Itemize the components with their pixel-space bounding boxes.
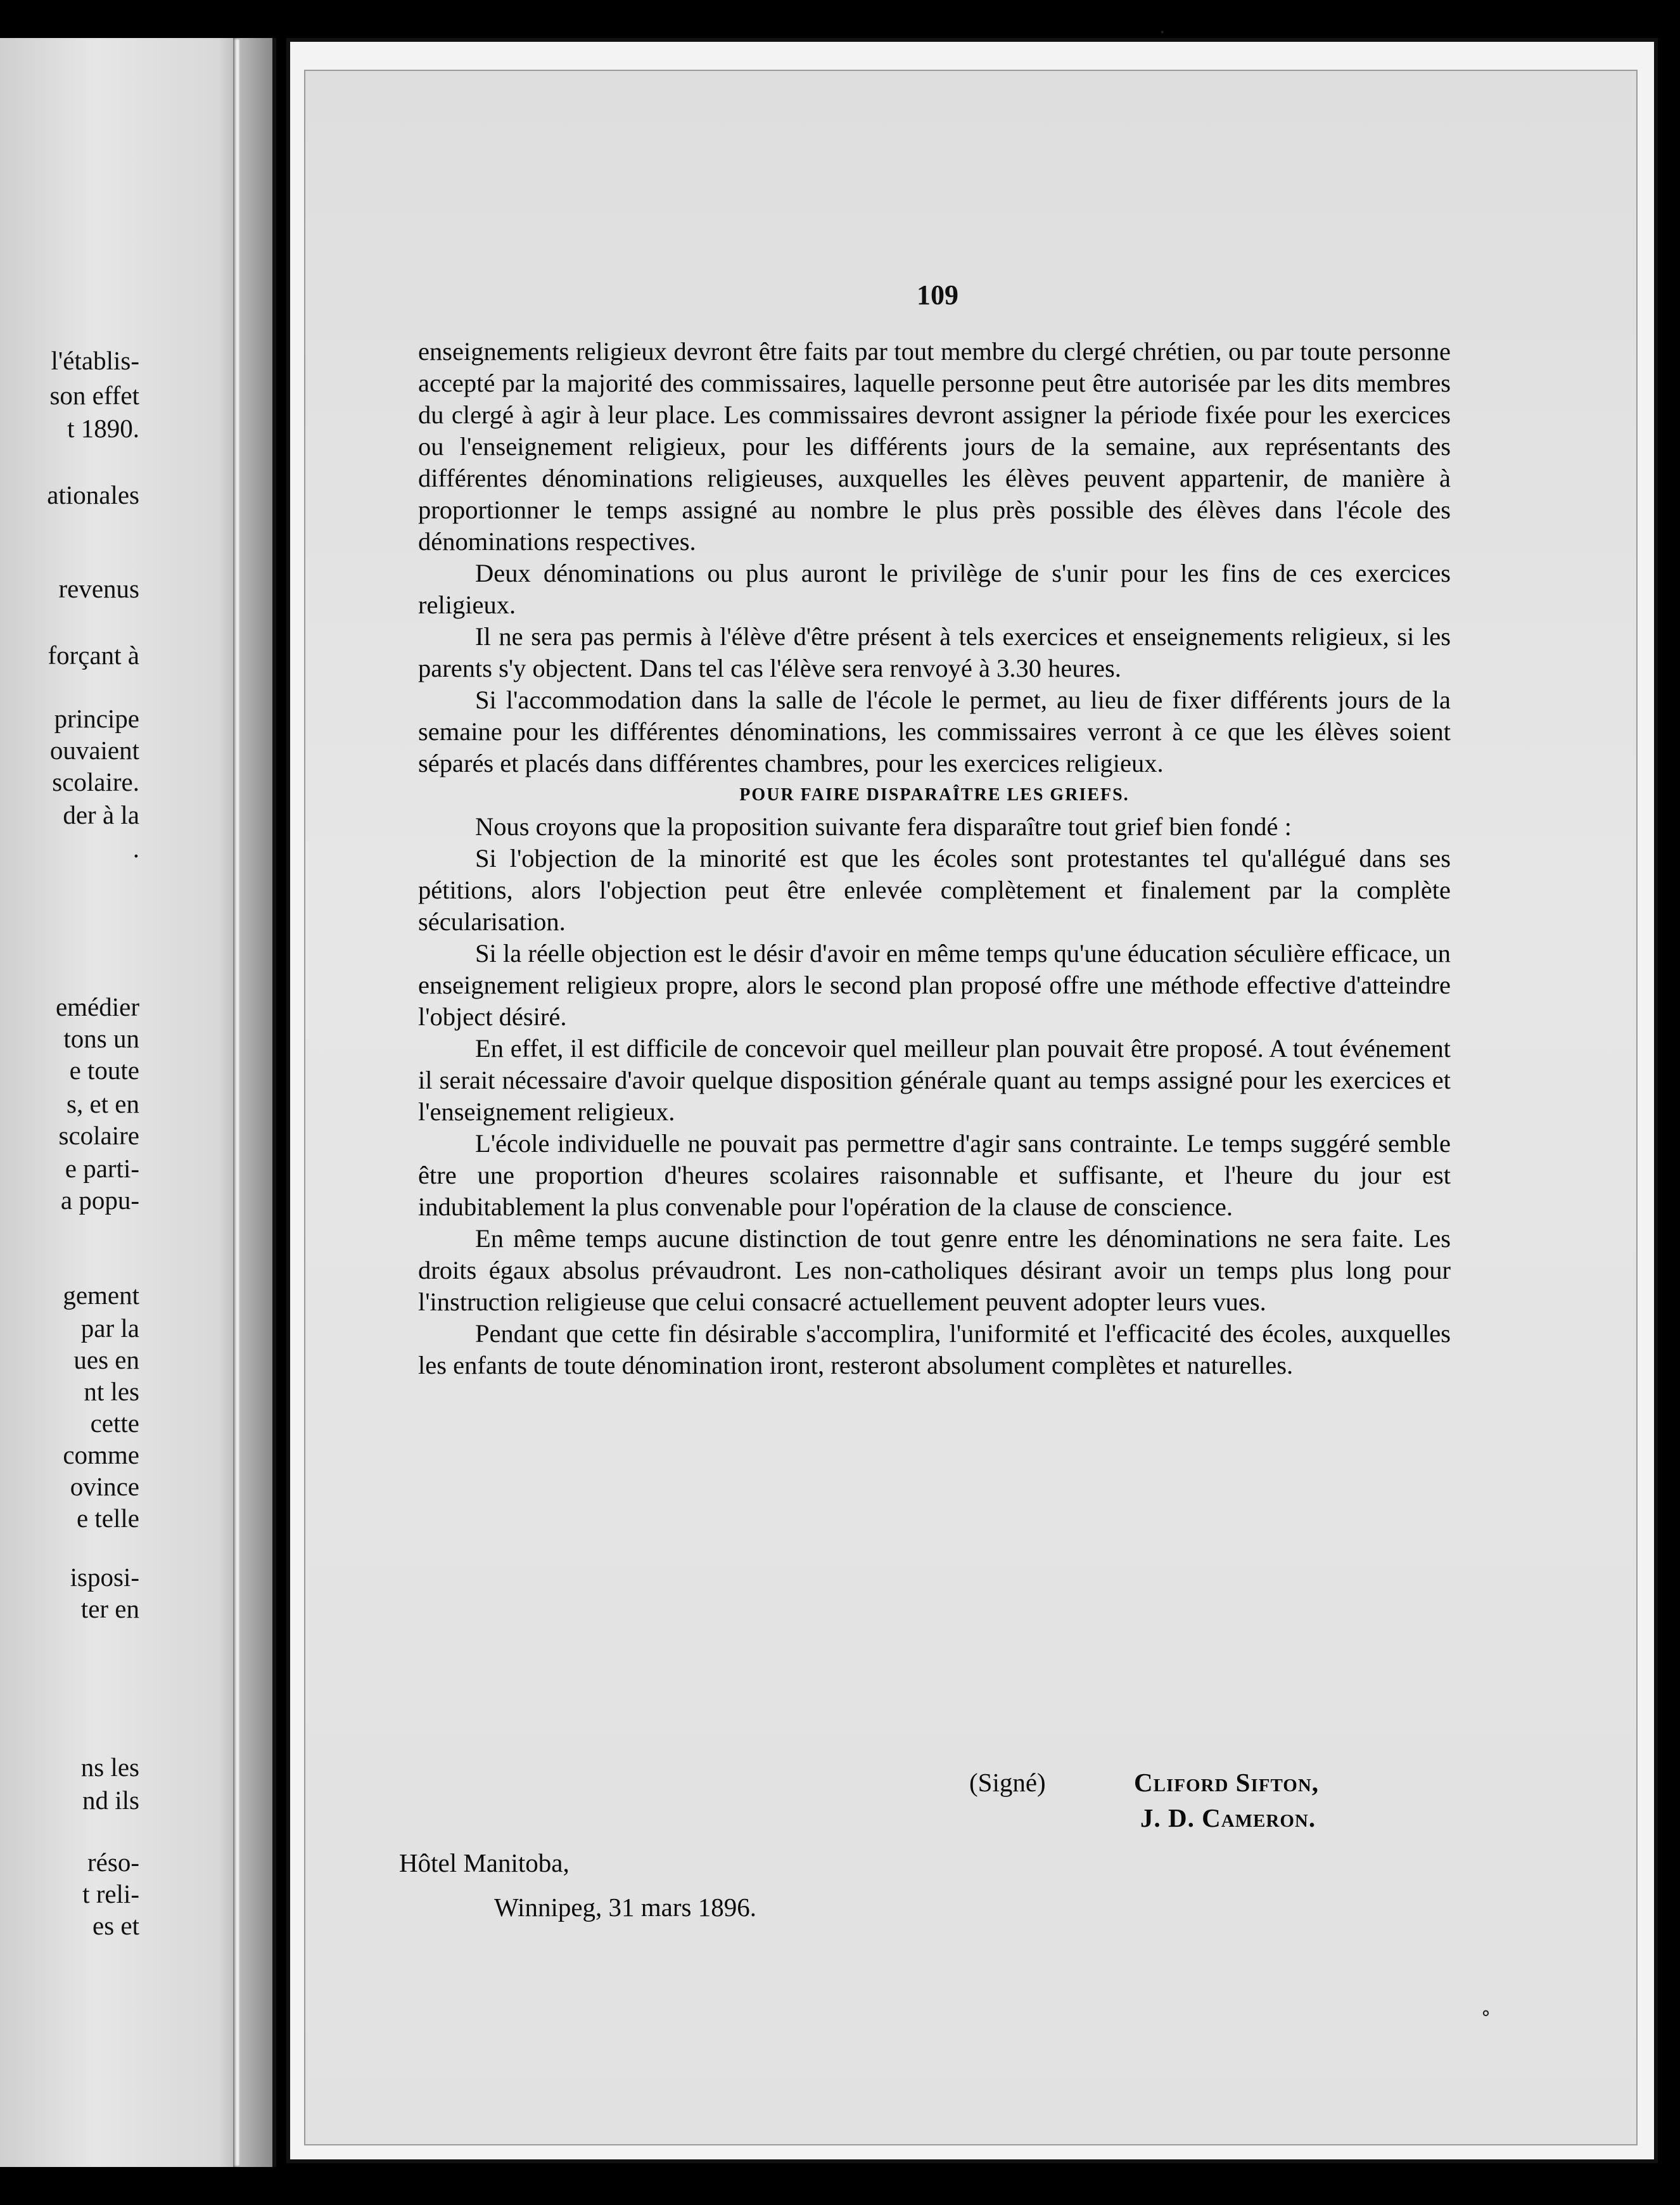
left-page-line: ovince bbox=[70, 1472, 139, 1501]
previous-page-sliver bbox=[0, 38, 276, 2167]
paragraph: Si l'accommodation dans la salle de l'école le permet, au lieu de fixer différents jours de la semaine pour les différentes dénominations, les commissaires verront à ce que les élèves soient séparés et placés dans différentes chambres, pour les exercices religieux. bbox=[418, 686, 1451, 777]
paragraph: En effet, il est difficile de concevoir quel meilleur plan pouvait être proposé. A tout événement il serait nécessaire d'avoir quelque disposition générale quant au temps assigné pour les exercices et l'enseignement religieux. bbox=[418, 1034, 1451, 1126]
scan-speck: ° bbox=[1481, 2007, 1491, 2029]
left-page-line: réso- bbox=[87, 1848, 139, 1877]
left-page-line: ationales bbox=[47, 480, 139, 509]
left-page-line: e parti- bbox=[65, 1154, 139, 1183]
date-line: Winnipeg, 31 mars 1896. bbox=[494, 1893, 756, 1922]
left-page-line: scolaire. bbox=[52, 767, 139, 796]
left-page-line: e toute bbox=[69, 1056, 139, 1085]
left-page-line: scolaire bbox=[58, 1121, 139, 1150]
left-page-line: gement bbox=[63, 1281, 139, 1310]
paragraph: Pendant que cette fin désirable s'accomplira, l'uniformité et l'efficacité des écoles, auxquelles les enfants de toute dénomination iront, resteront absolument complètes et naturelles. bbox=[418, 1319, 1451, 1379]
left-page-line: ns les bbox=[80, 1753, 139, 1782]
paragraph: L'école individuelle ne pouvait pas permettre d'agir sans contrainte. Le temps suggéré semble être une proportion d'heures scolaires raisonnable et suffisante, et l'heure du jour est indubitablement la plus convenable pour l'opération de la clause de conscience. bbox=[418, 1129, 1451, 1221]
page-edge bbox=[233, 38, 239, 2167]
signatory-names bbox=[1134, 1765, 1319, 1836]
left-page-line: cette bbox=[90, 1409, 139, 1438]
left-page-line: der à la bbox=[63, 800, 139, 829]
left-page-line: ter en bbox=[80, 1594, 139, 1623]
signed-label: (Signé) bbox=[969, 1768, 1046, 1797]
hotel-line: Hôtel Manitoba, bbox=[399, 1848, 570, 1877]
paragraph: enseignements religieux devront être faits par tout membre du clergé chrétien, ou par toute personne accepté par la majorité des commissaires, laquelle personne peut être autorisée par les dits membres du clergé à agir à leur place. Les commissaires devront assigner la période fixée pour les exercices ou l'enseignement religieux, pour les différents jours de la semaine, aux représentants des différentes dénominations religieuses, auxquelles les élèves peuvent appartenir, de manière à proportionner le temps assigné au nombre le plus près possible des élèves dans l'école des dénominations respectives. bbox=[418, 337, 1451, 556]
left-page-line: . bbox=[132, 834, 139, 863]
place-and-date bbox=[399, 1841, 756, 1929]
left-page-line: par la bbox=[80, 1313, 139, 1343]
left-page-line: a popu- bbox=[60, 1186, 139, 1215]
left-page-line: nd ils bbox=[82, 1786, 139, 1815]
left-page-line: emédier bbox=[55, 992, 139, 1021]
left-page-line: ues en bbox=[73, 1345, 139, 1374]
left-page-line: s, et en bbox=[67, 1089, 139, 1118]
left-page-line: revenus bbox=[58, 574, 139, 603]
left-page-line: l'établis- bbox=[51, 346, 139, 375]
left-page-line: t 1890. bbox=[67, 414, 139, 443]
left-page-line: nt les bbox=[84, 1377, 139, 1406]
scan-speck: · bbox=[1159, 22, 1166, 44]
signatory-name: Cliford Sifton, bbox=[1134, 1768, 1320, 1797]
body-text bbox=[418, 336, 1451, 1381]
left-page-line: e telle bbox=[76, 1504, 139, 1533]
section-heading: POUR FAIRE DISPARAÎTRE LES GRIEFS. bbox=[739, 785, 1130, 805]
left-page-line: ouvaient bbox=[49, 736, 139, 765]
paragraph: Il ne sera pas permis à l'élève d'être présent à tels exercices et enseignements religieux, si les parents s'y objectent. Dans tel cas l'élève sera renvoyé à 3.30 heures. bbox=[418, 622, 1451, 682]
left-page-line: isposi- bbox=[70, 1563, 139, 1592]
left-page-line: son effet bbox=[49, 381, 139, 410]
paragraph: Deux dénominations ou plus auront le privilège de s'unir pour les fins de ces exercices religieux. bbox=[418, 559, 1451, 619]
left-page-line: t reli- bbox=[82, 1879, 139, 1908]
left-page-line: principe bbox=[54, 704, 139, 733]
left-page-line: tons un bbox=[63, 1024, 139, 1053]
signatory-name: J. D. Cameron. bbox=[1140, 1803, 1316, 1832]
page-number: 109 bbox=[917, 279, 958, 310]
left-page-line: comme bbox=[63, 1440, 139, 1469]
paragraph: Si l'objection de la minorité est que les écoles sont protestantes tel qu'allégué dans ses pétitions, alors l'objection peut être enlevée complètement et finalement par la complète sécularisation. bbox=[418, 844, 1451, 936]
left-page-line: forçant à bbox=[48, 641, 139, 670]
paragraph: Si la réelle objection est le désir d'avoir en même temps qu'une éducation séculière efficace, un enseignement religieux propre, alors le second plan proposé offre une méthode effective d'atteindre l'object désiré. bbox=[418, 939, 1451, 1031]
left-page-line: es et bbox=[92, 1911, 139, 1940]
paragraph: Nous croyons que la proposition suivante fera disparaître tout grief bien fondé : bbox=[475, 812, 1292, 841]
paragraph: En même temps aucune distinction de tout genre entre les dénominations ne sera faite. Les droits égaux absolus prévaudront. Les non-catholiques désirant avoir un temps plus long pour l'instruction religieuse que celui consacré actuellement peuvent adopter leurs vues. bbox=[418, 1224, 1451, 1316]
